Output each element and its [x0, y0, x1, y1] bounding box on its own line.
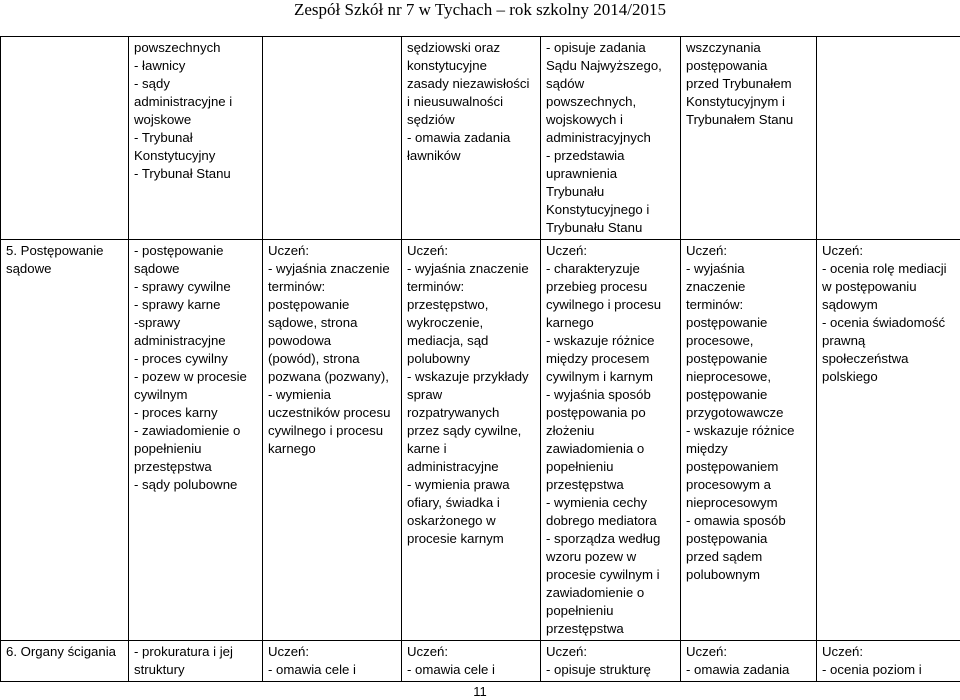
page-header: [0, 0, 960, 26]
table-cell: Uczeń: - wyjaśnia znaczenie terminów: przestępstwo, wykroczenie, mediacja, sąd polubowny - wskazuje przykłady spraw rozpatrywanych przez sądy cywilne, karne i administracyjne - wymienia prawa ofiary, świadka i oskarżonego w procesie karnym: [402, 240, 541, 641]
table-cell: Uczeń: - omawia zadania: [681, 641, 817, 682]
table-cell: [1, 37, 129, 240]
table-cell: Uczeń: - opisuje strukturę: [541, 641, 681, 682]
table-cell: Uczeń: - omawia cele i: [402, 641, 541, 682]
table-cell: powszechnych - ławnicy - sądy administracyjne i wojskowe - Trybunał Konstytucyjny - Trybunał Stanu: [129, 37, 263, 240]
table-row: [1, 37, 960, 240]
curriculum-table: [0, 36, 960, 682]
section-title-cell: 6. Organy ścigania: [1, 641, 129, 682]
table-cell: [817, 37, 960, 240]
table-cell: - prokuratura i jej struktury: [129, 641, 263, 682]
table-cell: Uczeń: - ocenia rolę mediacji w postępowaniu sądowym - ocenia świadomość prawną społeczeństwa polskiego: [817, 240, 960, 641]
header-title: Zespół Szkół nr 7 w Tychach – rok szkolny 2014/2015: [294, 0, 666, 19]
table-cell: Uczeń: - ocenia poziom i: [817, 641, 960, 682]
section-title-cell: 5. Postępowanie sądowe: [1, 240, 129, 641]
table-cell: [263, 37, 402, 240]
table-row: [1, 240, 960, 641]
table-cell: Uczeń: - wyjaśnia znaczenie terminów: postępowanie procesowe, postępowanie nieprocesowe, postępowanie przygotowawcze - wskazuje różnice między postępowaniem procesowym a nieprocesowym - omawia sposób postępowania przed sądem polubownym: [681, 240, 817, 641]
table-cell: - opisuje zadania Sądu Najwyższego, sądów powszechnych, wojskowych i administracyjnych - przedstawia uprawnienia Trybunału Konstytucyjnego i Trybunału Stanu: [541, 37, 681, 240]
page-number: 11: [473, 684, 487, 699]
table-cell: wszczynania postępowania przed Trybunałem Konstytucyjnym i Trybunałem Stanu: [681, 37, 817, 240]
table-cell: sędziowski oraz konstytucyjne zasady niezawisłości i nieusuwalności sędziów - omawia zadania ławników: [402, 37, 541, 240]
table-cell: Uczeń: - omawia cele i: [263, 641, 402, 682]
table-row: [1, 641, 960, 682]
table-cell: Uczeń: - wyjaśnia znaczenie terminów: postępowanie sądowe, strona powodowa (powód), strona pozwana (pozwany), - wymienia uczestników procesu cywilnego i procesu karnego: [263, 240, 402, 641]
table-cell: Uczeń: - charakteryzuje przebieg procesu cywilnego i procesu karnego - wskazuje różnice między procesem cywilnym i karnym - wyjaśnia sposób postępowania po złożeniu zawiadomienia o popełnieniu przestępstwa - wymienia cechy dobrego mediatora - sporządza według wzoru pozew w procesie cywilnym i zawiadomienie o popełnieniu przestępstwa: [541, 240, 681, 641]
table-cell: - postępowanie sądowe - sprawy cywilne - sprawy karne -sprawy administracyjne - proces cywilny - pozew w procesie cywilnym - proces karny - zawiadomienie o popełnieniu przestępstwa - sądy polubowne: [129, 240, 263, 641]
